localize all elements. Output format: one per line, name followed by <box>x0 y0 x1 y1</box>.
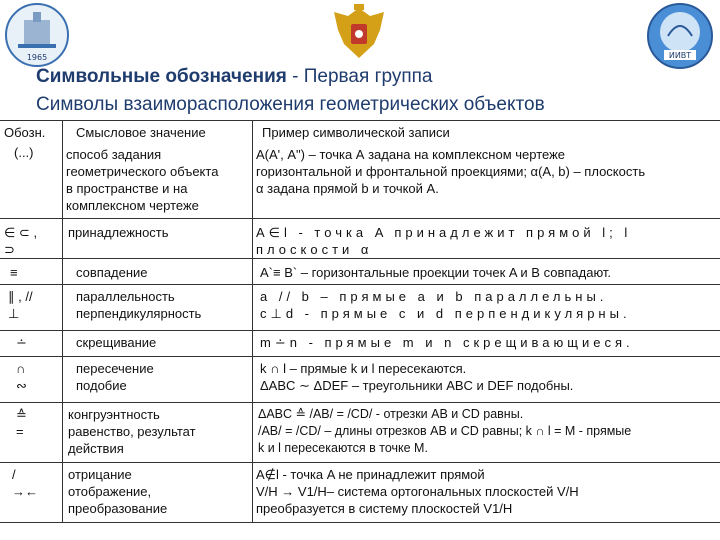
row-meaning: параллельность перпендикулярность <box>76 289 202 321</box>
row-symbol: (...) <box>14 145 34 160</box>
row-example: a // b – прямые a и b параллельны. c⊥d - прямые c и d перпендикулярны. <box>260 289 631 321</box>
row-symbol: ∥ , // ⊥ <box>8 289 33 321</box>
title-rest: - Первая группа <box>286 66 433 87</box>
header-symbol: Обозн. <box>4 125 46 140</box>
row-meaning: пересечение подобие <box>76 361 154 393</box>
symbols-table <box>0 120 720 540</box>
row-symbol: / →← <box>12 467 38 499</box>
university-logo <box>4 2 70 68</box>
row-example: A∈l - точка A принадлежит прямой l; l плоскости α <box>256 225 632 257</box>
header-meaning: Смысловое значение <box>76 125 206 140</box>
row-meaning: скрещивание <box>76 335 157 350</box>
header-example: Пример символической записи <box>262 125 450 140</box>
institute-logo <box>646 2 714 70</box>
row-example: m∸n - прямые m и n скрещивающиеся. <box>260 335 634 350</box>
row-example: ΔABC ≙ /AB/ = /CD/ - отрезки AB и CD равны. /AB/ = /CD/ – длины отрезков AB и CD равны; k ∩ l = M - прямые k и l пересекаются в точке M. <box>258 407 632 455</box>
page-subtitle: Символы взаиморасположения геометрических объектов <box>36 94 545 115</box>
coat-of-arms-icon <box>330 2 388 64</box>
page-title <box>36 66 433 88</box>
logo-year: 1965 <box>26 53 48 62</box>
row-example: A∉l - точка A не принадлежит прямой V/H → V1/H– система ортогональных плоскостей V/H преобразуется в систему плоскостей V1/H <box>256 467 579 516</box>
row-symbol: ∸ <box>16 335 27 350</box>
row-symbol: ≙ = <box>16 407 27 439</box>
title-bold: Символьные обозначения <box>36 66 287 87</box>
row-example: A`≡ B` – горизонтальные проекции точек A и B совпадают. <box>260 265 612 280</box>
row-symbol: ∩ ∾ <box>16 361 27 393</box>
row-meaning: конгруэнтность равенство, результат действия <box>68 407 196 456</box>
row-example: А(А', А") – точка А задана на комплексном чертеже горизонтальной и фронтальной проекциями; α(A, b) – плоскость α задана прямой b и точкой А. <box>256 147 646 196</box>
row-meaning: принадлежность <box>68 225 169 240</box>
row-symbol: ∈ ⊂ , ⊃ <box>4 225 38 257</box>
row-symbol: ≡ <box>10 265 18 280</box>
row-meaning: совпадение <box>76 265 148 280</box>
row-meaning: отрицание отображение, преобразование <box>68 467 168 516</box>
row-meaning: способ задания геометрического объекта в пространстве и на комплексном чертеже <box>66 147 219 213</box>
logo-label: ИИВТ <box>668 51 692 60</box>
row-example: k ∩ l – прямые k и l пересекаются. ΔABC ∼ ΔDEF – треугольники ABC и DEF подобны. <box>260 361 574 393</box>
